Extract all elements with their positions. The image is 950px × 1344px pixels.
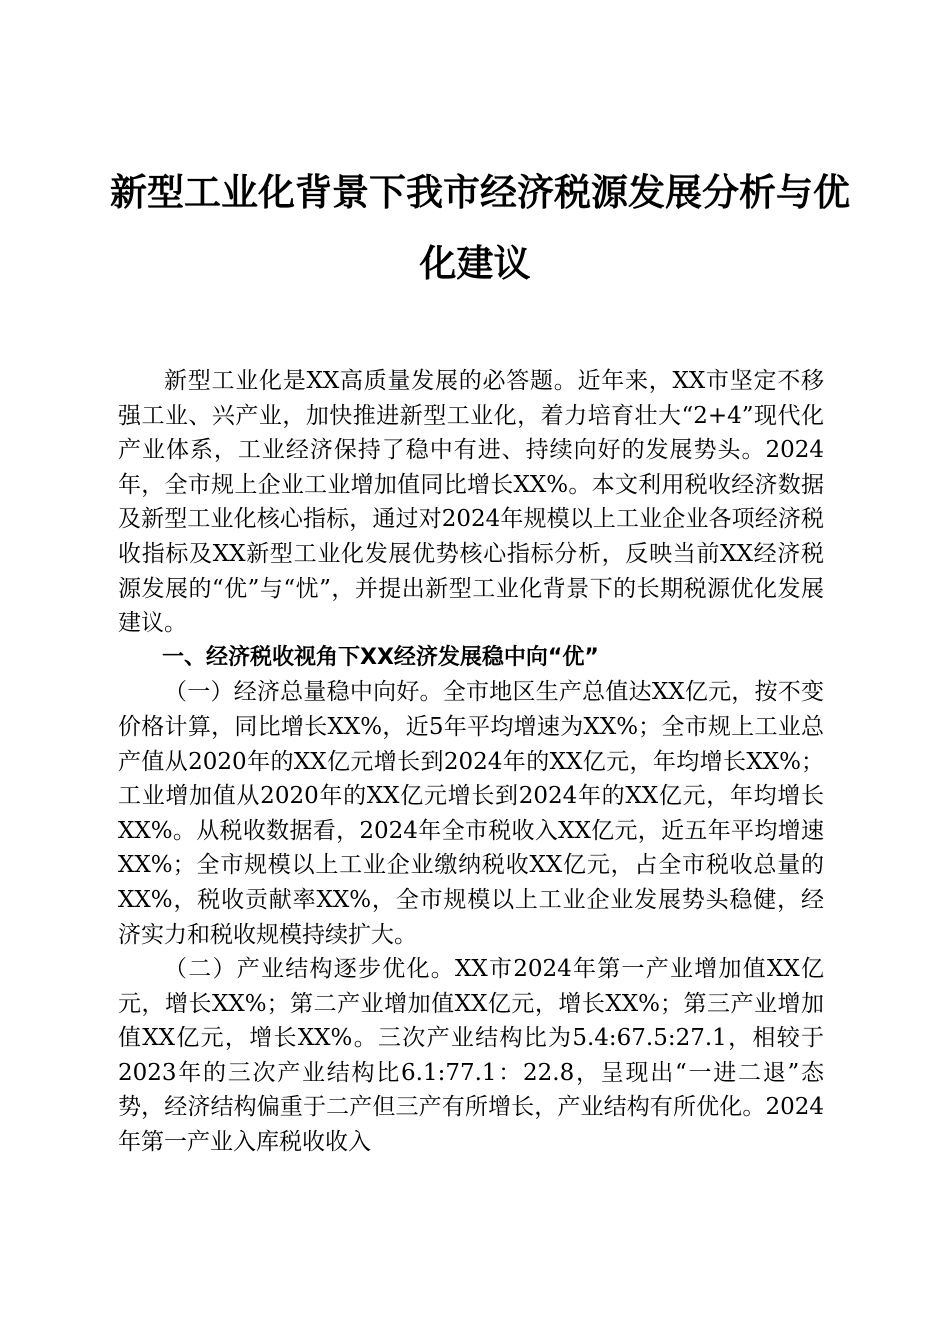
subsection-paragraph-1: （一）经济总量稳中向好。全市地区生产总值达XX亿元，按不变价格计算，同比增长XX%，近5年平均增速为XX%；全市规上工业总产值从2020年的XX亿元增长到2024年的XX亿元，年均增长XX%；工业增加值从2020年的XX亿元增长到2024年的XX亿元，年均增长XX%。从税收数据看，2024年全市税收入XX亿元，近五年平均增速XX%；全市规模以上工业企业缴纳税收XX亿元，占全市税收总量的XX%，税收贡献率XX%，全市规模以上工业企业发展势头稳健，经济实力和税收规模持续扩大。 (118, 679, 824, 948)
intro-paragraph: 新型工业化是XX高质量发展的必答题。近年来，XX市坚定不移强工业、兴产业，加快推进新型工业化，着力培育壮大“2+4”现代化产业体系，工业经济保持了稳中有进、持续向好的发展势头。2024年，全市规上企业工业增加值同比增长XX%。本文利用税收经济数据及新型工业化核心指标，通过对2024年规模以上工业企业各项经济税收指标及XX新型工业化发展优势核心指标分析，反映当前XX经济税源发展的“优”与“忧”，并提出新型工业化背景下的长期税源优化发展建议。 (118, 368, 824, 637)
document-body (118, 364, 824, 1160)
document-title-line-2: 化建议 (419, 241, 531, 285)
section-heading-1: 一、经济税收视角下XX经济发展稳中向“优” (162, 644, 599, 670)
document-title-line-1: 新型工业化背景下我市经济税源发展分析与优 (110, 170, 850, 214)
subsection-paragraph-2: （二）产业结构逐步优化。XX市2024年第一产业增加值XX亿元，增长XX%；第二产业增加值XX亿元，增长XX%；第三产业增加值XX亿元，增长XX%。三次产业结构比为5.4:67.5:27.1，相较于2023年的三次产业结构比6.1:77.1：22.8，呈现出“一进二退”态势，经济结构偏重于二产但三产有所增长，产业结构有所优化。2024年第一产业入库税收收入 (118, 956, 824, 1156)
